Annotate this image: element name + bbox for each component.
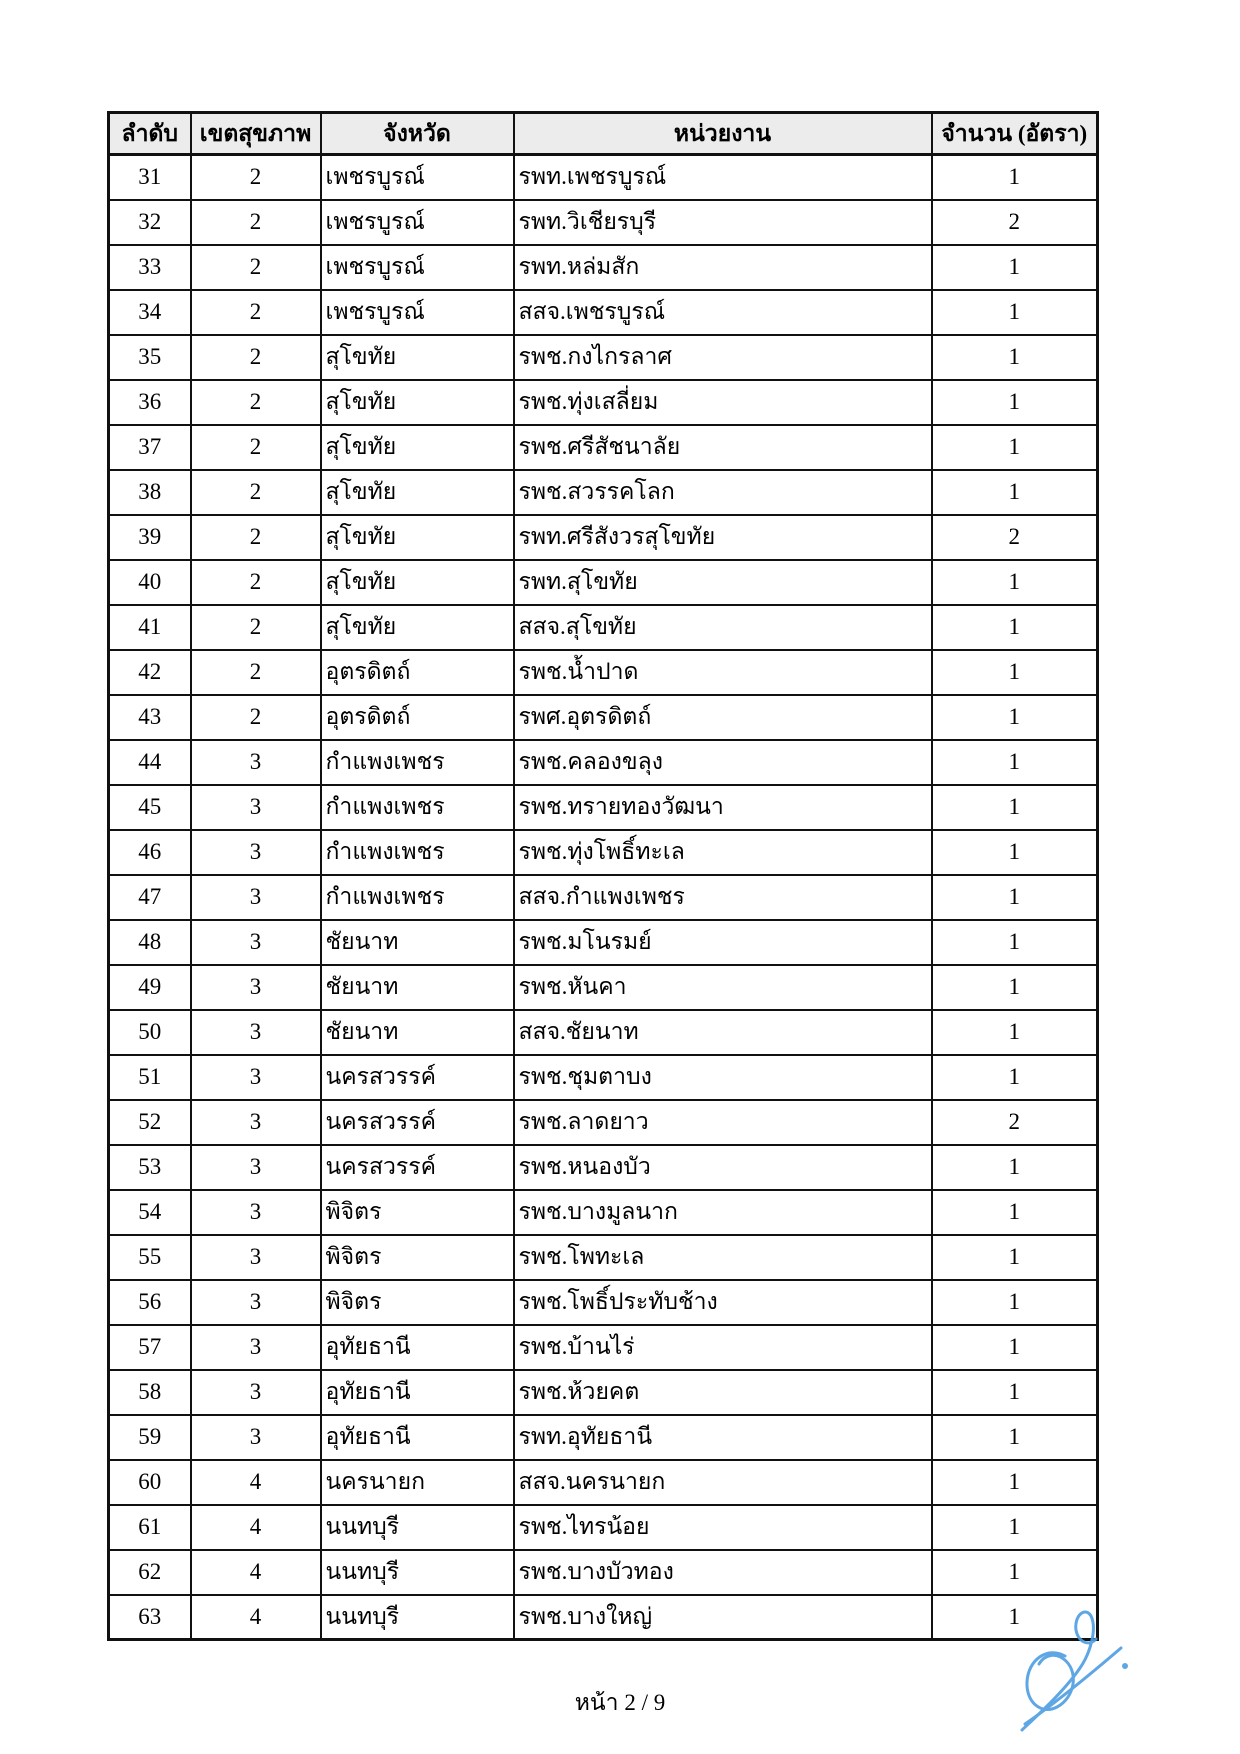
cell-count: 1: [932, 380, 1098, 425]
cell-province: สุโขทัย: [321, 515, 514, 560]
cell-unit: รพช.ไทรน้อย: [514, 1505, 932, 1550]
table-row: [109, 335, 1098, 380]
cell-province: อุทัยธานี: [321, 1370, 514, 1415]
cell-health-region: 2: [191, 200, 321, 245]
cell-health-region: 2: [191, 470, 321, 515]
cell-count: 1: [932, 1190, 1098, 1235]
cell-province: อุทัยธานี: [321, 1415, 514, 1460]
cell-health-region: 2: [191, 650, 321, 695]
cell-order: 33: [109, 245, 191, 290]
cell-province: ชัยนาท: [321, 1010, 514, 1055]
cell-health-region: 3: [191, 830, 321, 875]
cell-order: 47: [109, 875, 191, 920]
table-row: [109, 605, 1098, 650]
cell-health-region: 2: [191, 515, 321, 560]
signature-dot: [1122, 1663, 1128, 1669]
cell-order: 44: [109, 740, 191, 785]
cell-health-region: 3: [191, 1370, 321, 1415]
cell-count: 1: [932, 695, 1098, 740]
table-row: [109, 290, 1098, 335]
cell-health-region: 3: [191, 1280, 321, 1325]
cell-province: เพชรบูรณ์: [321, 200, 514, 245]
cell-province: สุโขทัย: [321, 425, 514, 470]
cell-unit: รพท.หล่มสัก: [514, 245, 932, 290]
cell-count: 1: [932, 1505, 1098, 1550]
cell-health-region: 2: [191, 155, 321, 200]
cell-province: พิจิตร: [321, 1280, 514, 1325]
staffing-table: [107, 111, 1099, 1641]
cell-order: 63: [109, 1595, 191, 1640]
cell-count: 1: [932, 245, 1098, 290]
cell-unit: รพท.วิเชียรบุรี: [514, 200, 932, 245]
table-row: [109, 1235, 1098, 1280]
cell-province: พิจิตร: [321, 1235, 514, 1280]
cell-order: 38: [109, 470, 191, 515]
cell-order: 59: [109, 1415, 191, 1460]
cell-count: 1: [932, 1550, 1098, 1595]
cell-count: 1: [932, 1460, 1098, 1505]
cell-unit: สสจ.นครนายก: [514, 1460, 932, 1505]
cell-health-region: 3: [191, 785, 321, 830]
col-header-order: ลำดับ: [109, 113, 191, 155]
table-row: [109, 1100, 1098, 1145]
col-header-unit: หน่วยงาน: [514, 113, 932, 155]
cell-unit: รพช.ลาดยาว: [514, 1100, 932, 1145]
table-row: [109, 785, 1098, 830]
cell-unit: สสจ.ชัยนาท: [514, 1010, 932, 1055]
cell-province: อุตรดิตถ์: [321, 650, 514, 695]
cell-unit: รพศ.อุตรดิตถ์: [514, 695, 932, 740]
cell-health-region: 3: [191, 875, 321, 920]
cell-count: 2: [932, 515, 1098, 560]
cell-health-region: 3: [191, 1235, 321, 1280]
cell-unit: รพช.มโนรมย์: [514, 920, 932, 965]
cell-health-region: 3: [191, 1325, 321, 1370]
cell-count: 1: [932, 560, 1098, 605]
table-row: [109, 470, 1098, 515]
cell-count: 1: [932, 1280, 1098, 1325]
cell-province: นครนายก: [321, 1460, 514, 1505]
cell-province: สุโขทัย: [321, 560, 514, 605]
cell-unit: รพช.บางใหญ่: [514, 1595, 932, 1640]
cell-count: 1: [932, 1235, 1098, 1280]
cell-count: 2: [932, 200, 1098, 245]
cell-order: 36: [109, 380, 191, 425]
table-row: [109, 695, 1098, 740]
cell-province: นนทบุรี: [321, 1550, 514, 1595]
cell-health-region: 3: [191, 1190, 321, 1235]
table-row: [109, 1415, 1098, 1460]
cell-province: อุทัยธานี: [321, 1325, 514, 1370]
cell-province: สุโขทัย: [321, 605, 514, 650]
cell-health-region: 3: [191, 920, 321, 965]
cell-order: 53: [109, 1145, 191, 1190]
cell-health-region: 3: [191, 1100, 321, 1145]
cell-health-region: 2: [191, 425, 321, 470]
cell-unit: รพช.น้ำปาด: [514, 650, 932, 695]
cell-order: 40: [109, 560, 191, 605]
cell-order: 31: [109, 155, 191, 200]
cell-health-region: 2: [191, 560, 321, 605]
cell-health-region: 4: [191, 1595, 321, 1640]
cell-unit: สสจ.สุโขทัย: [514, 605, 932, 650]
cell-order: 48: [109, 920, 191, 965]
cell-health-region: 2: [191, 695, 321, 740]
cell-count: 1: [932, 875, 1098, 920]
cell-health-region: 2: [191, 335, 321, 380]
cell-province: อุตรดิตถ์: [321, 695, 514, 740]
cell-health-region: 2: [191, 380, 321, 425]
table-header-row: [109, 113, 1098, 155]
cell-count: 1: [932, 470, 1098, 515]
cell-count: 1: [932, 605, 1098, 650]
cell-count: 1: [932, 1325, 1098, 1370]
table-row: [109, 1280, 1098, 1325]
table-row: [109, 1550, 1098, 1595]
cell-unit: รพช.บางบัวทอง: [514, 1550, 932, 1595]
cell-province: นนทบุรี: [321, 1595, 514, 1640]
cell-province: นครสวรรค์: [321, 1100, 514, 1145]
cell-order: 37: [109, 425, 191, 470]
cell-health-region: 4: [191, 1505, 321, 1550]
cell-order: 43: [109, 695, 191, 740]
cell-health-region: 4: [191, 1460, 321, 1505]
cell-unit: รพช.กงไกรลาศ: [514, 335, 932, 380]
cell-unit: รพช.คลองขลุง: [514, 740, 932, 785]
cell-province: นครสวรรค์: [321, 1145, 514, 1190]
cell-province: กำแพงเพชร: [321, 785, 514, 830]
cell-unit: รพช.ศรีสัชนาลัย: [514, 425, 932, 470]
cell-order: 51: [109, 1055, 191, 1100]
table-row: [109, 200, 1098, 245]
col-header-health-region: เขตสุขภาพ: [191, 113, 321, 155]
cell-order: 46: [109, 830, 191, 875]
table-row: [109, 1370, 1098, 1415]
cell-province: เพชรบูรณ์: [321, 245, 514, 290]
cell-health-region: 3: [191, 1415, 321, 1460]
cell-unit: รพช.หันคา: [514, 965, 932, 1010]
cell-unit: รพท.อุทัยธานี: [514, 1415, 932, 1460]
cell-order: 35: [109, 335, 191, 380]
cell-health-region: 3: [191, 965, 321, 1010]
table-row: [109, 155, 1098, 200]
cell-province: สุโขทัย: [321, 335, 514, 380]
cell-order: 55: [109, 1235, 191, 1280]
cell-order: 42: [109, 650, 191, 695]
cell-order: 45: [109, 785, 191, 830]
cell-province: เพชรบูรณ์: [321, 290, 514, 335]
cell-count: 1: [932, 740, 1098, 785]
cell-order: 32: [109, 200, 191, 245]
table-row: [109, 875, 1098, 920]
cell-count: 1: [932, 425, 1098, 470]
cell-count: 1: [932, 1370, 1098, 1415]
cell-count: 1: [932, 1145, 1098, 1190]
cell-count: 1: [932, 1595, 1098, 1640]
cell-health-region: 3: [191, 1055, 321, 1100]
cell-province: กำแพงเพชร: [321, 740, 514, 785]
col-header-province: จังหวัด: [321, 113, 514, 155]
cell-unit: รพท.สุโขทัย: [514, 560, 932, 605]
cell-unit: รพช.โพธิ์ประทับช้าง: [514, 1280, 932, 1325]
table-row: [109, 1460, 1098, 1505]
cell-count: 1: [932, 830, 1098, 875]
cell-order: 57: [109, 1325, 191, 1370]
cell-order: 62: [109, 1550, 191, 1595]
cell-count: 1: [932, 335, 1098, 380]
cell-province: พิจิตร: [321, 1190, 514, 1235]
cell-order: 52: [109, 1100, 191, 1145]
cell-count: 1: [932, 1055, 1098, 1100]
table-row: [109, 920, 1098, 965]
cell-order: 34: [109, 290, 191, 335]
cell-count: 2: [932, 1100, 1098, 1145]
table-row: [109, 1190, 1098, 1235]
cell-count: 1: [932, 785, 1098, 830]
cell-order: 41: [109, 605, 191, 650]
cell-count: 1: [932, 965, 1098, 1010]
cell-province: สุโขทัย: [321, 380, 514, 425]
cell-health-region: 3: [191, 1145, 321, 1190]
cell-province: นครสวรรค์: [321, 1055, 514, 1100]
table-row: [109, 515, 1098, 560]
cell-province: ชัยนาท: [321, 920, 514, 965]
page-number: หน้า 2 / 9: [574, 1690, 666, 1715]
table-row: [109, 1505, 1098, 1550]
cell-unit: รพท.เพชรบูรณ์: [514, 155, 932, 200]
cell-health-region: 4: [191, 1550, 321, 1595]
cell-unit: รพช.สวรรคโลก: [514, 470, 932, 515]
cell-province: กำแพงเพชร: [321, 830, 514, 875]
cell-count: 1: [932, 650, 1098, 695]
cell-count: 1: [932, 1010, 1098, 1055]
cell-order: 39: [109, 515, 191, 560]
cell-province: กำแพงเพชร: [321, 875, 514, 920]
cell-province: เพชรบูรณ์: [321, 155, 514, 200]
cell-health-region: 3: [191, 740, 321, 785]
cell-order: 54: [109, 1190, 191, 1235]
table-row: [109, 1010, 1098, 1055]
cell-province: ชัยนาท: [321, 965, 514, 1010]
cell-health-region: 2: [191, 290, 321, 335]
cell-unit: รพช.ชุมตาบง: [514, 1055, 932, 1100]
table-row: [109, 425, 1098, 470]
cell-unit: รพช.บ้านไร่: [514, 1325, 932, 1370]
table-row: [109, 560, 1098, 605]
cell-unit: สสจ.เพชรบูรณ์: [514, 290, 932, 335]
cell-unit: รพช.บางมูลนาก: [514, 1190, 932, 1235]
table-row: [109, 830, 1098, 875]
cell-order: 50: [109, 1010, 191, 1055]
cell-order: 58: [109, 1370, 191, 1415]
cell-count: 1: [932, 1415, 1098, 1460]
table-row: [109, 965, 1098, 1010]
cell-unit: รพช.โพทะเล: [514, 1235, 932, 1280]
table-row: [109, 1145, 1098, 1190]
table-row: [109, 1055, 1098, 1100]
table-row: [109, 1595, 1098, 1640]
table-row: [109, 1325, 1098, 1370]
cell-unit: รพช.ทุ่งเสลี่ยม: [514, 380, 932, 425]
table-row: [109, 650, 1098, 695]
cell-order: 56: [109, 1280, 191, 1325]
cell-unit: รพช.ทรายทองวัฒนา: [514, 785, 932, 830]
cell-health-region: 3: [191, 1010, 321, 1055]
table-row: [109, 245, 1098, 290]
cell-count: 1: [932, 155, 1098, 200]
table-row: [109, 380, 1098, 425]
table-row: [109, 740, 1098, 785]
cell-order: 49: [109, 965, 191, 1010]
cell-unit: สสจ.กำแพงเพชร: [514, 875, 932, 920]
cell-province: สุโขทัย: [321, 470, 514, 515]
cell-unit: รพช.ห้วยคต: [514, 1370, 932, 1415]
cell-health-region: 2: [191, 605, 321, 650]
col-header-count: จำนวน (อัตรา): [932, 113, 1098, 155]
cell-count: 1: [932, 290, 1098, 335]
cell-unit: รพช.ทุ่งโพธิ์ทะเล: [514, 830, 932, 875]
cell-unit: รพท.ศรีสังวรสุโขทัย: [514, 515, 932, 560]
cell-province: นนทบุรี: [321, 1505, 514, 1550]
cell-count: 1: [932, 920, 1098, 965]
cell-order: 61: [109, 1505, 191, 1550]
cell-health-region: 2: [191, 245, 321, 290]
cell-unit: รพช.หนองบัว: [514, 1145, 932, 1190]
cell-order: 60: [109, 1460, 191, 1505]
